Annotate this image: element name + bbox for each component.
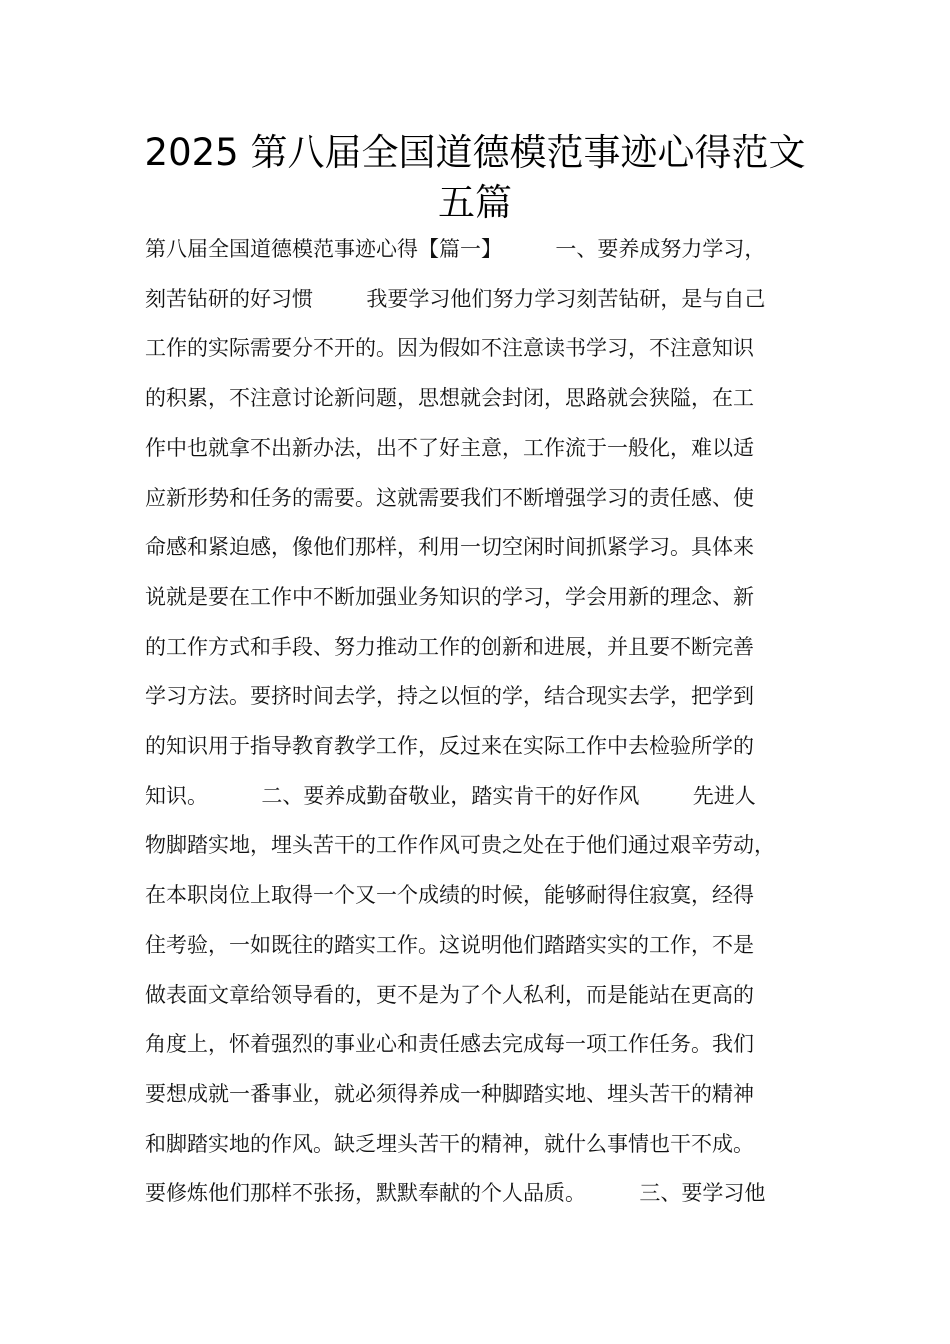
body-text-line: 命感和紧迫感，像他们那样，利用一切空闲时间抓紧学习。具体来 — [145, 535, 754, 559]
body-text-line: 物脚踏实地，埋头苦干的工作作风可贵之处在于他们通过艰辛劳动， — [145, 833, 775, 857]
body-text-line: 要想成就一番事业，就必须得养成一种脚踏实地、埋头苦干的精神 — [145, 1082, 754, 1106]
body-text-line: 学习方法。要挤时间去学，持之以恒的学，结合现实去学，把学到 — [145, 684, 754, 708]
document-title-line-1: 2025 第八届全国道德模范事迹心得范文 — [144, 131, 806, 174]
body-text-line: 的知识用于指导教育教学工作，反过来在实际工作中去检验所学的 — [145, 734, 754, 758]
body-text-line: 工作的实际需要分不开的。因为假如不注意读书学习，不注意知识 — [145, 336, 754, 360]
body-text-line: 作中也就拿不出新办法，出不了好主意，工作流于一般化，难以适 — [145, 436, 754, 460]
body-text-line: 住考验，一如既往的踏实工作。这说明他们踏踏实实的工作，不是 — [145, 933, 754, 957]
body-text-line: 的积累，不注意讨论新问题，思想就会封闭，思路就会狭隘，在工 — [145, 386, 754, 410]
body-text-line: 应新形势和任务的需要。这就需要我们不断增强学习的责任感、使 — [145, 486, 754, 510]
document-title-line-2: 五篇 — [438, 181, 512, 224]
body-text-line: 角度上，怀着强烈的事业心和责任感去完成每一项工作任务。我们 — [145, 1032, 754, 1056]
body-text-line: 要修炼他们那样不张扬，默默奉献的个人品质。 三、要学习他 — [145, 1181, 766, 1205]
body-text-line: 的工作方式和手段、努力推动工作的创新和进展，并且要不断完善 — [145, 635, 754, 659]
body-text-line: 第八届全国道德模范事迹心得【篇一】 一、要养成努力学习， — [145, 237, 766, 261]
body-text-line: 刻苦钻研的好习惯 我要学习他们努力学习刻苦钻研，是与自己 — [145, 287, 766, 311]
body-text-line: 在本职岗位上取得一个又一个成绩的时候，能够耐得住寂寞，经得 — [145, 883, 754, 907]
body-text-line: 知识。 二、要养成勤奋敬业，踏实肯干的好作风 先进人 — [145, 784, 756, 808]
body-text-line: 做表面文章给领导看的，更不是为了个人私利，而是能站在更高的 — [145, 983, 754, 1007]
body-text-line: 和脚踏实地的作风。缺乏埋头苦干的精神，就什么事情也干不成。 — [145, 1132, 754, 1156]
body-text-line: 说就是要在工作中不断加强业务知识的学习，学会用新的理念、新 — [145, 585, 754, 609]
